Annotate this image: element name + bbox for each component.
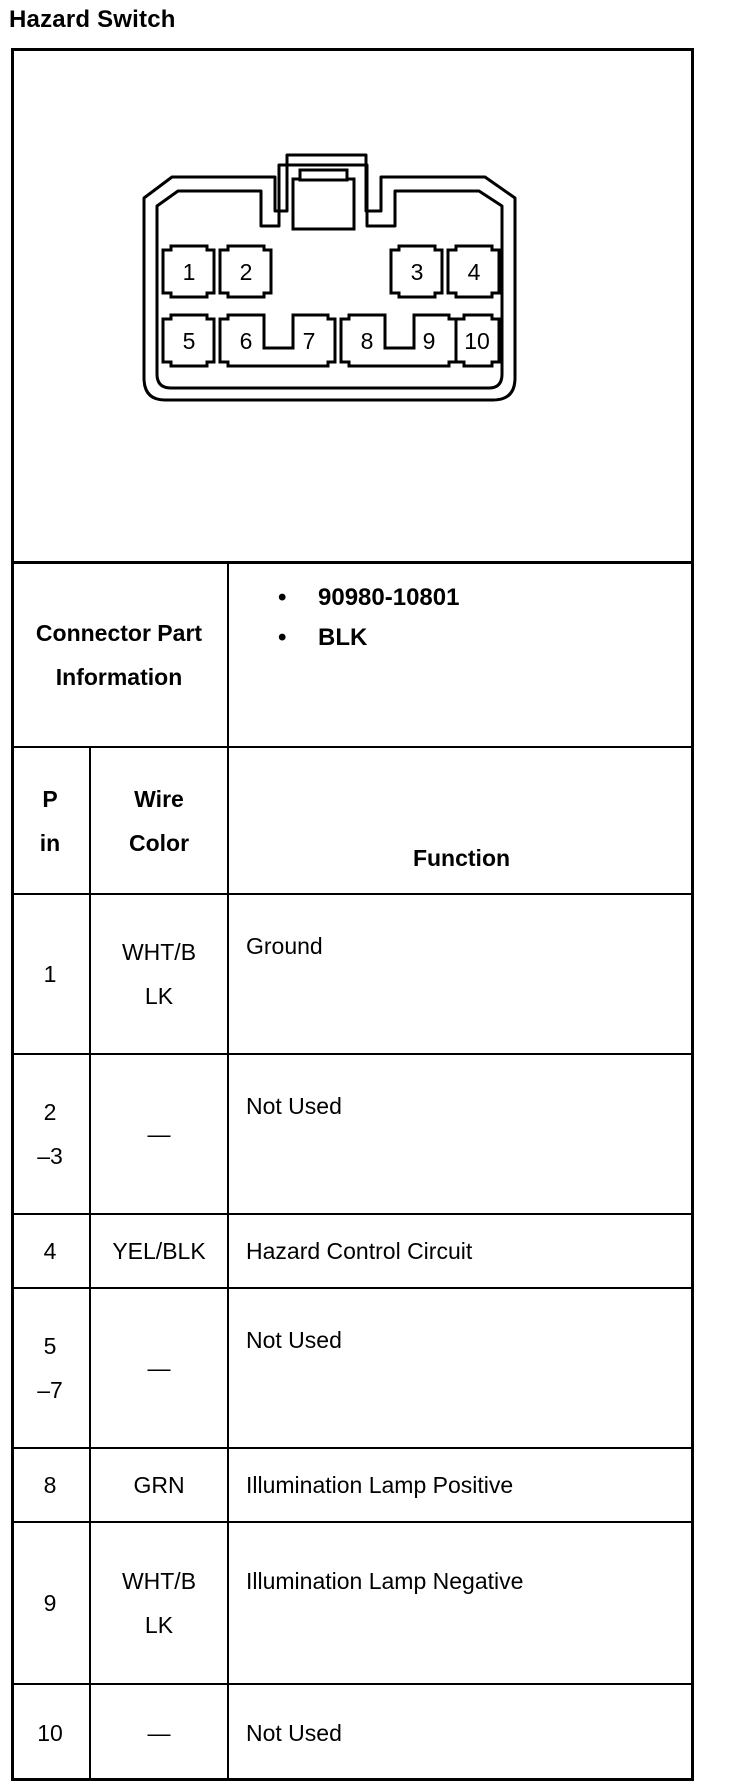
table-row-function: Not Used [246,1093,342,1119]
pin-labels-top [183,259,481,285]
connector-housing-inner [157,165,502,388]
pin-label: 1 [182,259,196,285]
terminal-row-top [163,246,499,297]
header-pin [11,748,89,894]
table-row-pin: 10 [37,1720,63,1746]
table-row-wire: — [147,1121,171,1147]
pin-label: 4 [467,259,481,285]
header-text: P [42,786,58,812]
part-info-label-line: Connector Part [35,620,203,646]
table-row-function: Illumination Lamp Negative [246,1568,524,1594]
table-row-function: Not Used [246,1327,342,1353]
table-row-pin: 2 –3 [37,1099,63,1169]
connector-color-item: • BLK [278,624,368,651]
part-info-label [11,564,227,746]
table-row-pin: 8 [43,1472,57,1498]
header-function: Function [412,845,511,871]
header-text: Color [128,830,190,856]
table-row-function: Not Used [246,1720,342,1746]
page-title: Hazard Switch [9,6,176,33]
table-row-function: Hazard Control Circuit [246,1238,473,1264]
table-row-wire: — [147,1355,171,1381]
part-info-list [278,578,459,658]
connector-face-drawing [11,48,694,564]
pin-label: 2 [239,259,253,285]
pin-label: 3 [410,259,424,285]
part-number-item: • 90980-10801 [278,584,460,611]
table-row-wire: WHT/B LK [121,1568,197,1638]
table-row-wire: YEL/BLK [112,1238,206,1264]
table-row-pin: 4 [43,1238,57,1264]
connector-color: BLK [318,624,368,651]
part-info-label-line: Information [55,664,183,690]
header-wire-color [91,748,227,894]
connector-diagram [11,48,694,564]
header-text: in [39,830,61,856]
table-row-wire: WHT/B LK [121,939,197,1009]
pin-label: 9 [422,328,436,354]
connector-latch-tab [300,170,347,180]
part-number: 90980-10801 [318,584,460,611]
terminal-row-bottom [163,315,499,366]
table-row-pin: 1 [43,961,57,987]
table-row-wire: GRN [133,1472,185,1498]
connector-latch [293,179,354,229]
table-row-wire: — [147,1720,171,1746]
pin-label: 6 [239,328,253,354]
pin-label: 8 [360,328,374,354]
pin-label: 5 [182,328,196,354]
table-row-pin: 5 –7 [37,1333,63,1403]
pin-label: 7 [302,328,316,354]
pin-label: 10 [464,328,490,354]
table-row-pin: 9 [43,1590,57,1616]
table-row-function: Illumination Lamp Positive [246,1472,514,1498]
header-text: Wire [134,786,184,812]
table-row-function: Ground [246,933,323,959]
